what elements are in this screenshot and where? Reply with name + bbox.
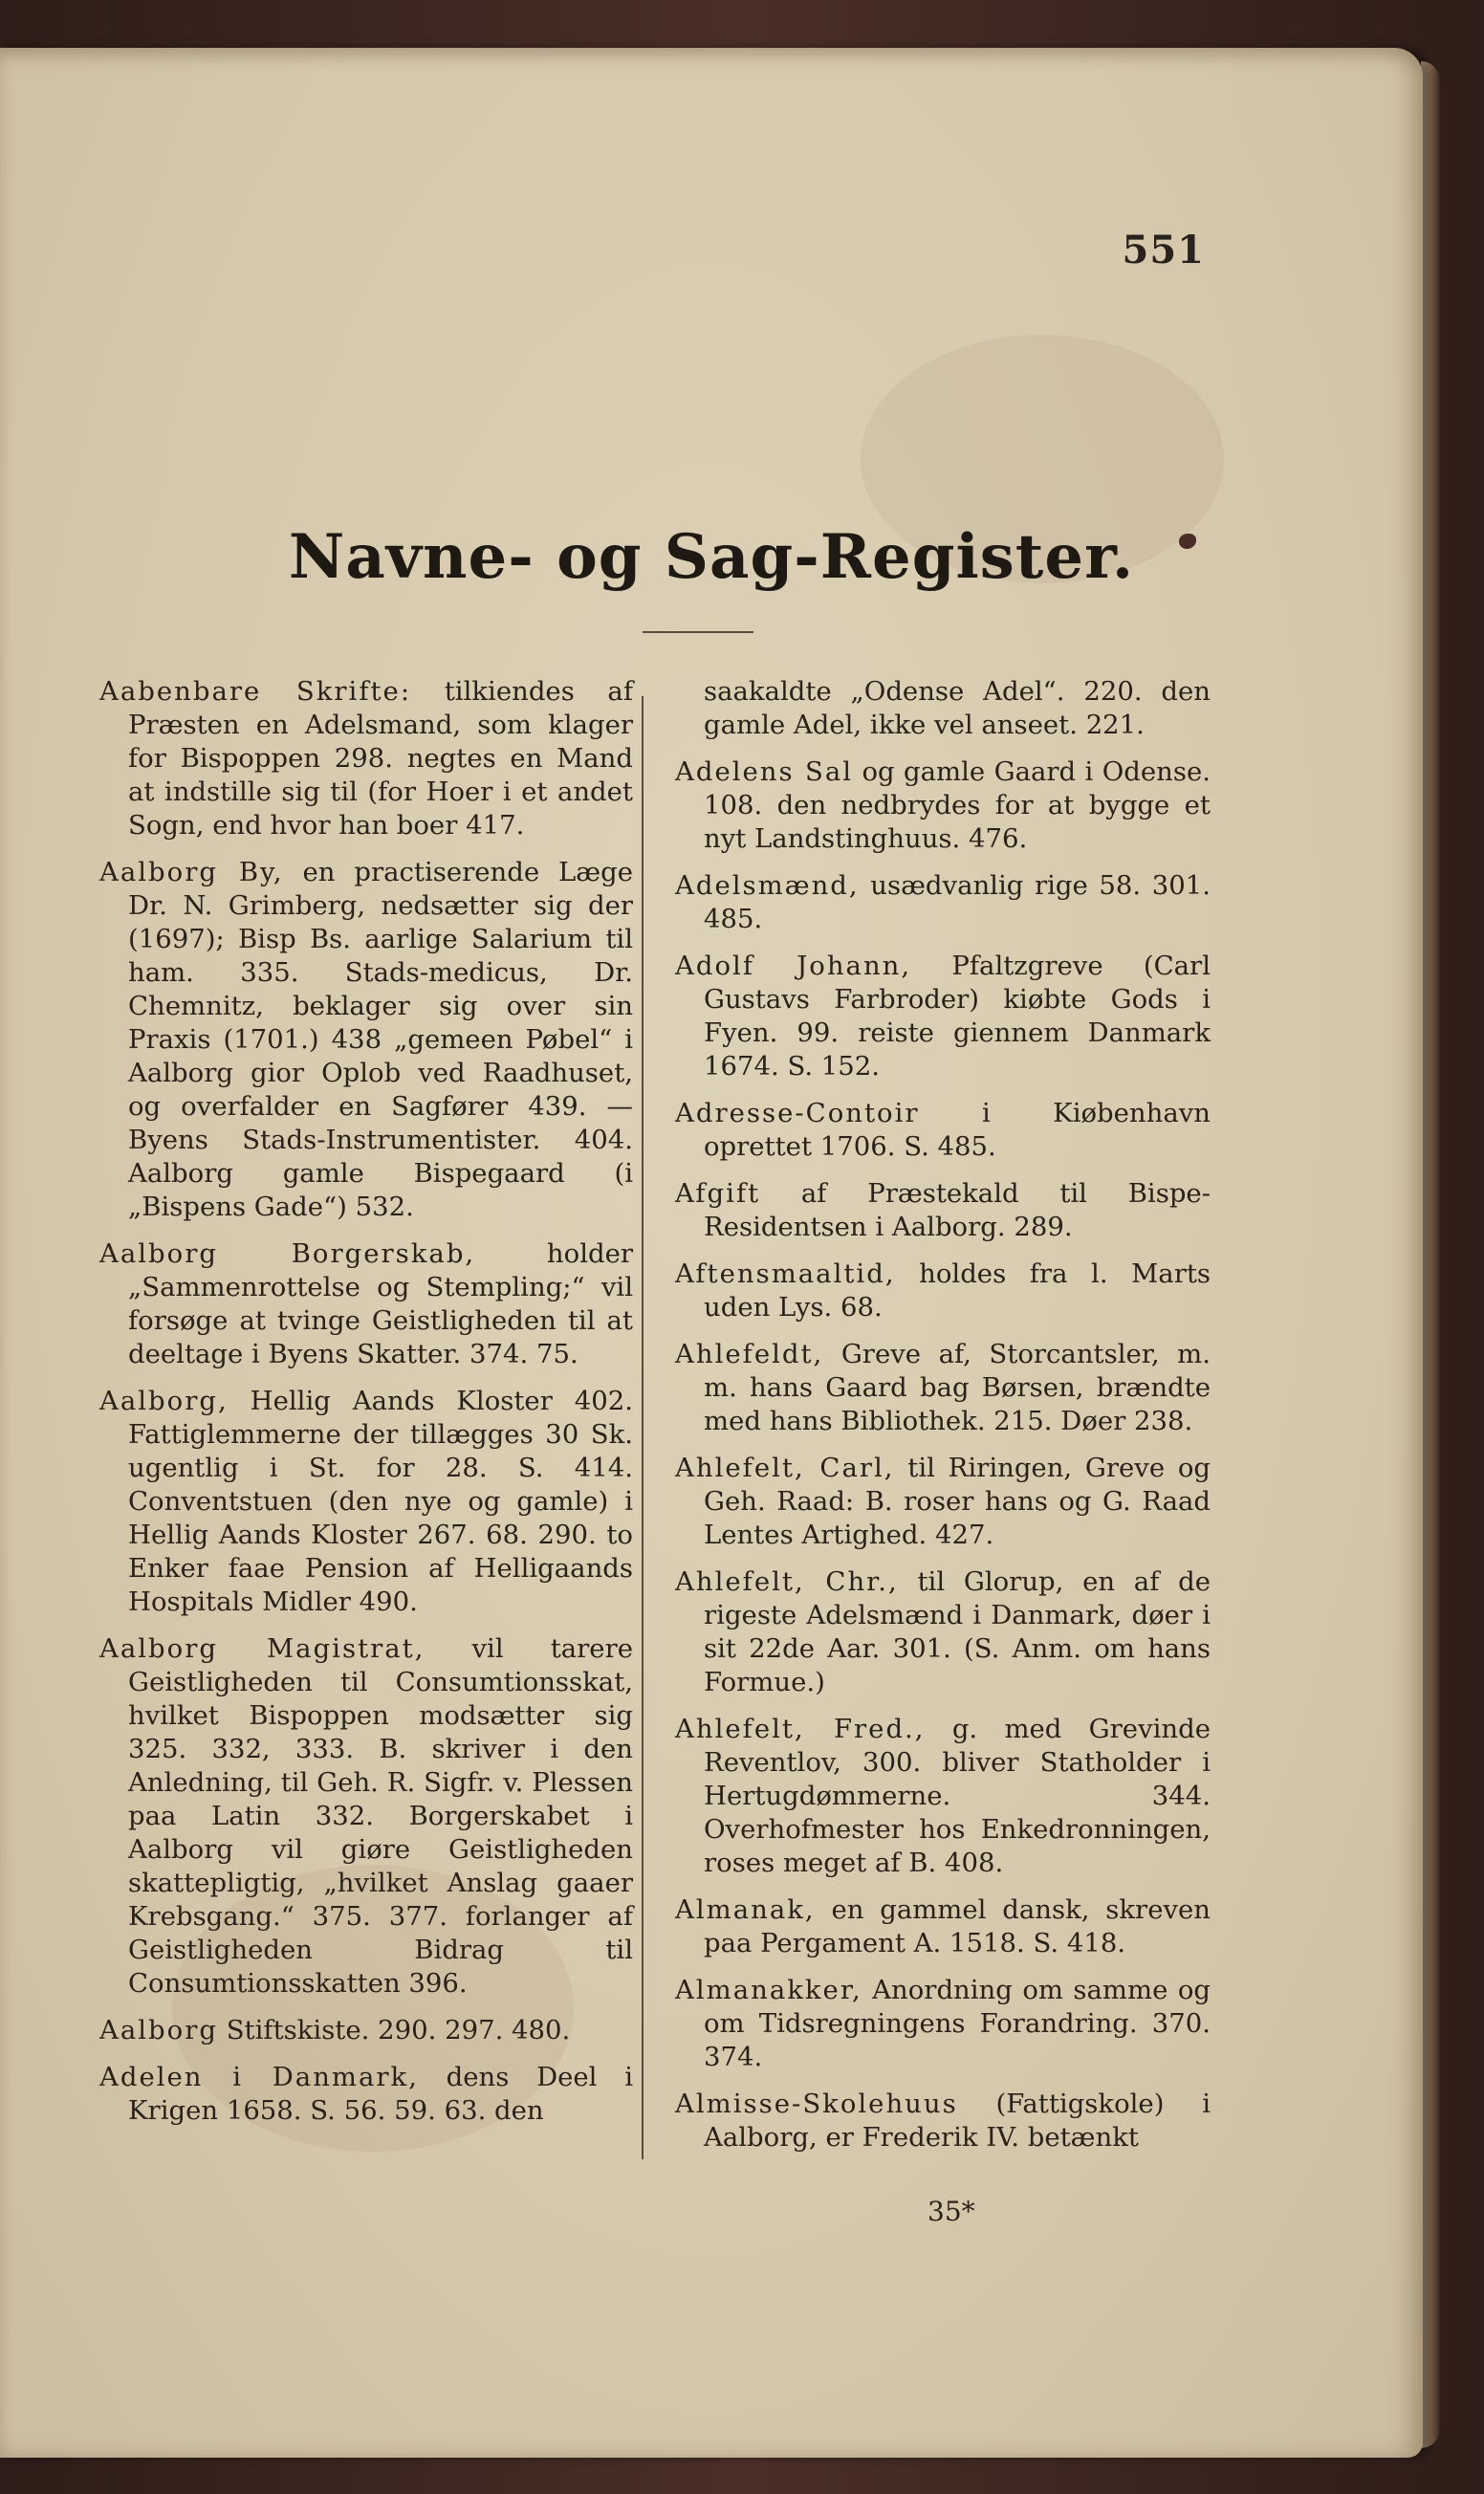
entry-headword: Afgift bbox=[675, 1178, 761, 1209]
entry-headword: Aalborg Magistrat, bbox=[99, 1633, 426, 1664]
entry-text: vil tarere Geistligheden til Consumtionsskat, hvilket Bispoppen modsætter sig 325. 332, 333. B. skriver i den Anledning, til Geh. R. Sigfr. v. Plessen paa Latin 332. Borgerskabet i Aalborg vil giøre Geistligheden skattepligtig, „hvilket Anslag gaaer Krebsgang.“ 375. 377. forlanger af Geistligheden Bidrag til Consumtionsskatten 396. bbox=[128, 1633, 633, 1999]
entry-text: en practiserende Læge Dr. N. Grimberg, nedsætter sig der (1697); Bisp Bs. aarlige Salarium til ham. 335. Stads-medicus, Dr. Chemnitz, beklager sig over sin Praxis (1701.) 438 „gemeen Pøbel“ i Aalborg gior Oplob ved Raadhuset, og overfalder en Sagfører 439. — Byens Stads-Instrumentister. 404. Aalborg gamle Bispegaard (i „Bispens Gade“) 532. bbox=[128, 857, 633, 1222]
entry-headword: Adelsmænd, bbox=[675, 870, 860, 901]
register-entry bbox=[675, 1713, 1211, 1880]
entry-text: og gamle Gaard i Odense. 108. den nedbrydes for at bygge et nyt Landstinghuus. 476. bbox=[704, 756, 1211, 854]
entry-headword: Aalborg bbox=[99, 2015, 218, 2046]
entry-headword: Adelens Sal bbox=[675, 756, 854, 787]
book-edge bbox=[1421, 61, 1440, 2448]
right-column bbox=[675, 675, 1211, 2198]
entry-text: Stiftskiste. 290. 297. 480. bbox=[217, 2015, 571, 2046]
entry-headword: Aabenbare Skrifte: bbox=[99, 676, 412, 707]
register-entry bbox=[675, 1258, 1211, 1324]
entry-headword: Aalborg Borgerskab, bbox=[99, 1238, 476, 1269]
entry-text: Hellig Aands Kloster 402. Fattiglemmerne der tillægges 30 Sk. ugentlig i St. for 28. S. 414. Conventstuen (den nye og gamle) i Hellig Aands Kloster 267. 68. 290. to Enker faae Pension af Helligaands Hospitals Midler 490. bbox=[128, 1386, 633, 1617]
entry-text: af Præstekald til Bispe-Residentsen i Aalborg. 289. bbox=[704, 1178, 1211, 1242]
gathering-signature: 35* bbox=[928, 2196, 975, 2227]
register-entry bbox=[675, 1452, 1211, 1552]
entry-headword: Ahlefelt, Fred., bbox=[675, 1714, 926, 1744]
page-number: 551 bbox=[1122, 228, 1205, 273]
entry-text: holder „Sammenrottelse og Stempling;“ vil forsøge at tvinge Geistligheden til at deeltage i Byens Skatter. 374. 75. bbox=[128, 1238, 634, 1369]
entry-text: holdes fra l. Marts uden Lys. 68. bbox=[704, 1258, 1211, 1323]
register-entry bbox=[99, 2061, 633, 2128]
register-entry bbox=[99, 2014, 633, 2047]
register-entry bbox=[675, 869, 1211, 936]
entry-headword: Almanakker, bbox=[675, 1975, 862, 2005]
entry-headword: Adelen i Danmark, bbox=[99, 2062, 419, 2092]
entry-text: usædvanlig rige 58. 301. 485. bbox=[704, 870, 1211, 934]
entry-headword: Almisse-Skolehuus bbox=[675, 2089, 958, 2119]
entry-text: til Glorup, en af de rigeste Adelsmænd i Danmark, døer i sit 22de Aar. 301. (S. Anm. om hans Formue.) bbox=[704, 1566, 1211, 1697]
register-entry bbox=[99, 1632, 633, 2001]
entry-headword: Almanak, bbox=[675, 1894, 816, 1925]
register-entry bbox=[675, 1338, 1211, 1438]
register-entry bbox=[675, 675, 1211, 742]
entry-text: saakaldte „Odense Adel“. 220. den gamle Adel, ikke vel anseet. 221. bbox=[704, 676, 1211, 740]
entry-text: (Fattigskole) i Aalborg, er Frederik IV. betænkt bbox=[704, 2089, 1211, 2153]
register-entry bbox=[675, 1565, 1211, 1699]
register-entry bbox=[99, 1237, 633, 1371]
entry-text: i Kiøbenhavn oprettet 1706. S. 485. bbox=[704, 1098, 1211, 1162]
entry-headword: Adresse-Contoir bbox=[675, 1098, 920, 1128]
page-title: Navne- og Sag-Register. bbox=[288, 521, 1135, 593]
entry-text: tilkiendes af Præsten en Adelsmand, som klager for Bispoppen 298. negtes en Mand at indstille sig til (for Hoer i et andet Sogn, end hvor han boer 417. bbox=[128, 676, 634, 841]
register-columns bbox=[99, 675, 1211, 2198]
entry-headword: Ahlefelt, Chr., bbox=[675, 1566, 899, 1597]
register-entry bbox=[675, 1177, 1211, 1244]
register-entry bbox=[99, 1385, 633, 1619]
entry-headword: Ahlefelt, Carl, bbox=[675, 1453, 895, 1483]
register-entry bbox=[675, 1893, 1211, 1960]
book-page bbox=[0, 48, 1423, 2458]
entry-text: Pfaltzgreve (Carl Gustavs Farbroder) kiøbte Gods i Fyen. 99. reiste giennem Danmark 1674. S. 152. bbox=[704, 951, 1211, 1082]
entry-headword: Adolf Johann, bbox=[675, 951, 912, 981]
register-entry bbox=[675, 950, 1211, 1083]
entry-text: g. med Grevinde Reventlov, 300. bliver Statholder i Hertugdømmerne. 344. Overhofmester hos Enkedronningen, roses meget af B. 408. bbox=[704, 1714, 1211, 1878]
title-rule bbox=[643, 631, 753, 633]
register-entry bbox=[99, 856, 633, 1224]
entry-text: Greve af, Storcantsler, m. m. hans Gaard bag Børsen, brændte med hans Bibliothek. 215. Døer 238. bbox=[704, 1339, 1211, 1436]
entry-headword: Aftensmaaltid, bbox=[675, 1258, 896, 1289]
left-column bbox=[99, 675, 633, 2198]
entry-text: til Riringen, Greve og Geh. Raad: B. roser hans og G. Raad Lentes Artighed. 427. bbox=[704, 1453, 1211, 1550]
entry-headword: Aalborg, bbox=[99, 1386, 229, 1416]
entry-headword: Ahlefeldt, bbox=[675, 1339, 824, 1369]
entry-text: Anordning om samme og om Tidsregningens Forandring. 370. 374. bbox=[704, 1975, 1211, 2072]
register-entry bbox=[675, 1974, 1211, 2074]
register-entry bbox=[675, 2088, 1211, 2155]
entry-text: en gammel dansk, skreven paa Pergament A. 1518. S. 418. bbox=[704, 1894, 1211, 1958]
entry-headword: Aalborg By, bbox=[99, 857, 284, 887]
register-entry bbox=[675, 755, 1211, 856]
register-entry bbox=[675, 1097, 1211, 1164]
register-entry bbox=[99, 675, 633, 842]
entry-text: dens Deel i Krigen 1658. S. 56. 59. 63. den bbox=[128, 2062, 633, 2126]
